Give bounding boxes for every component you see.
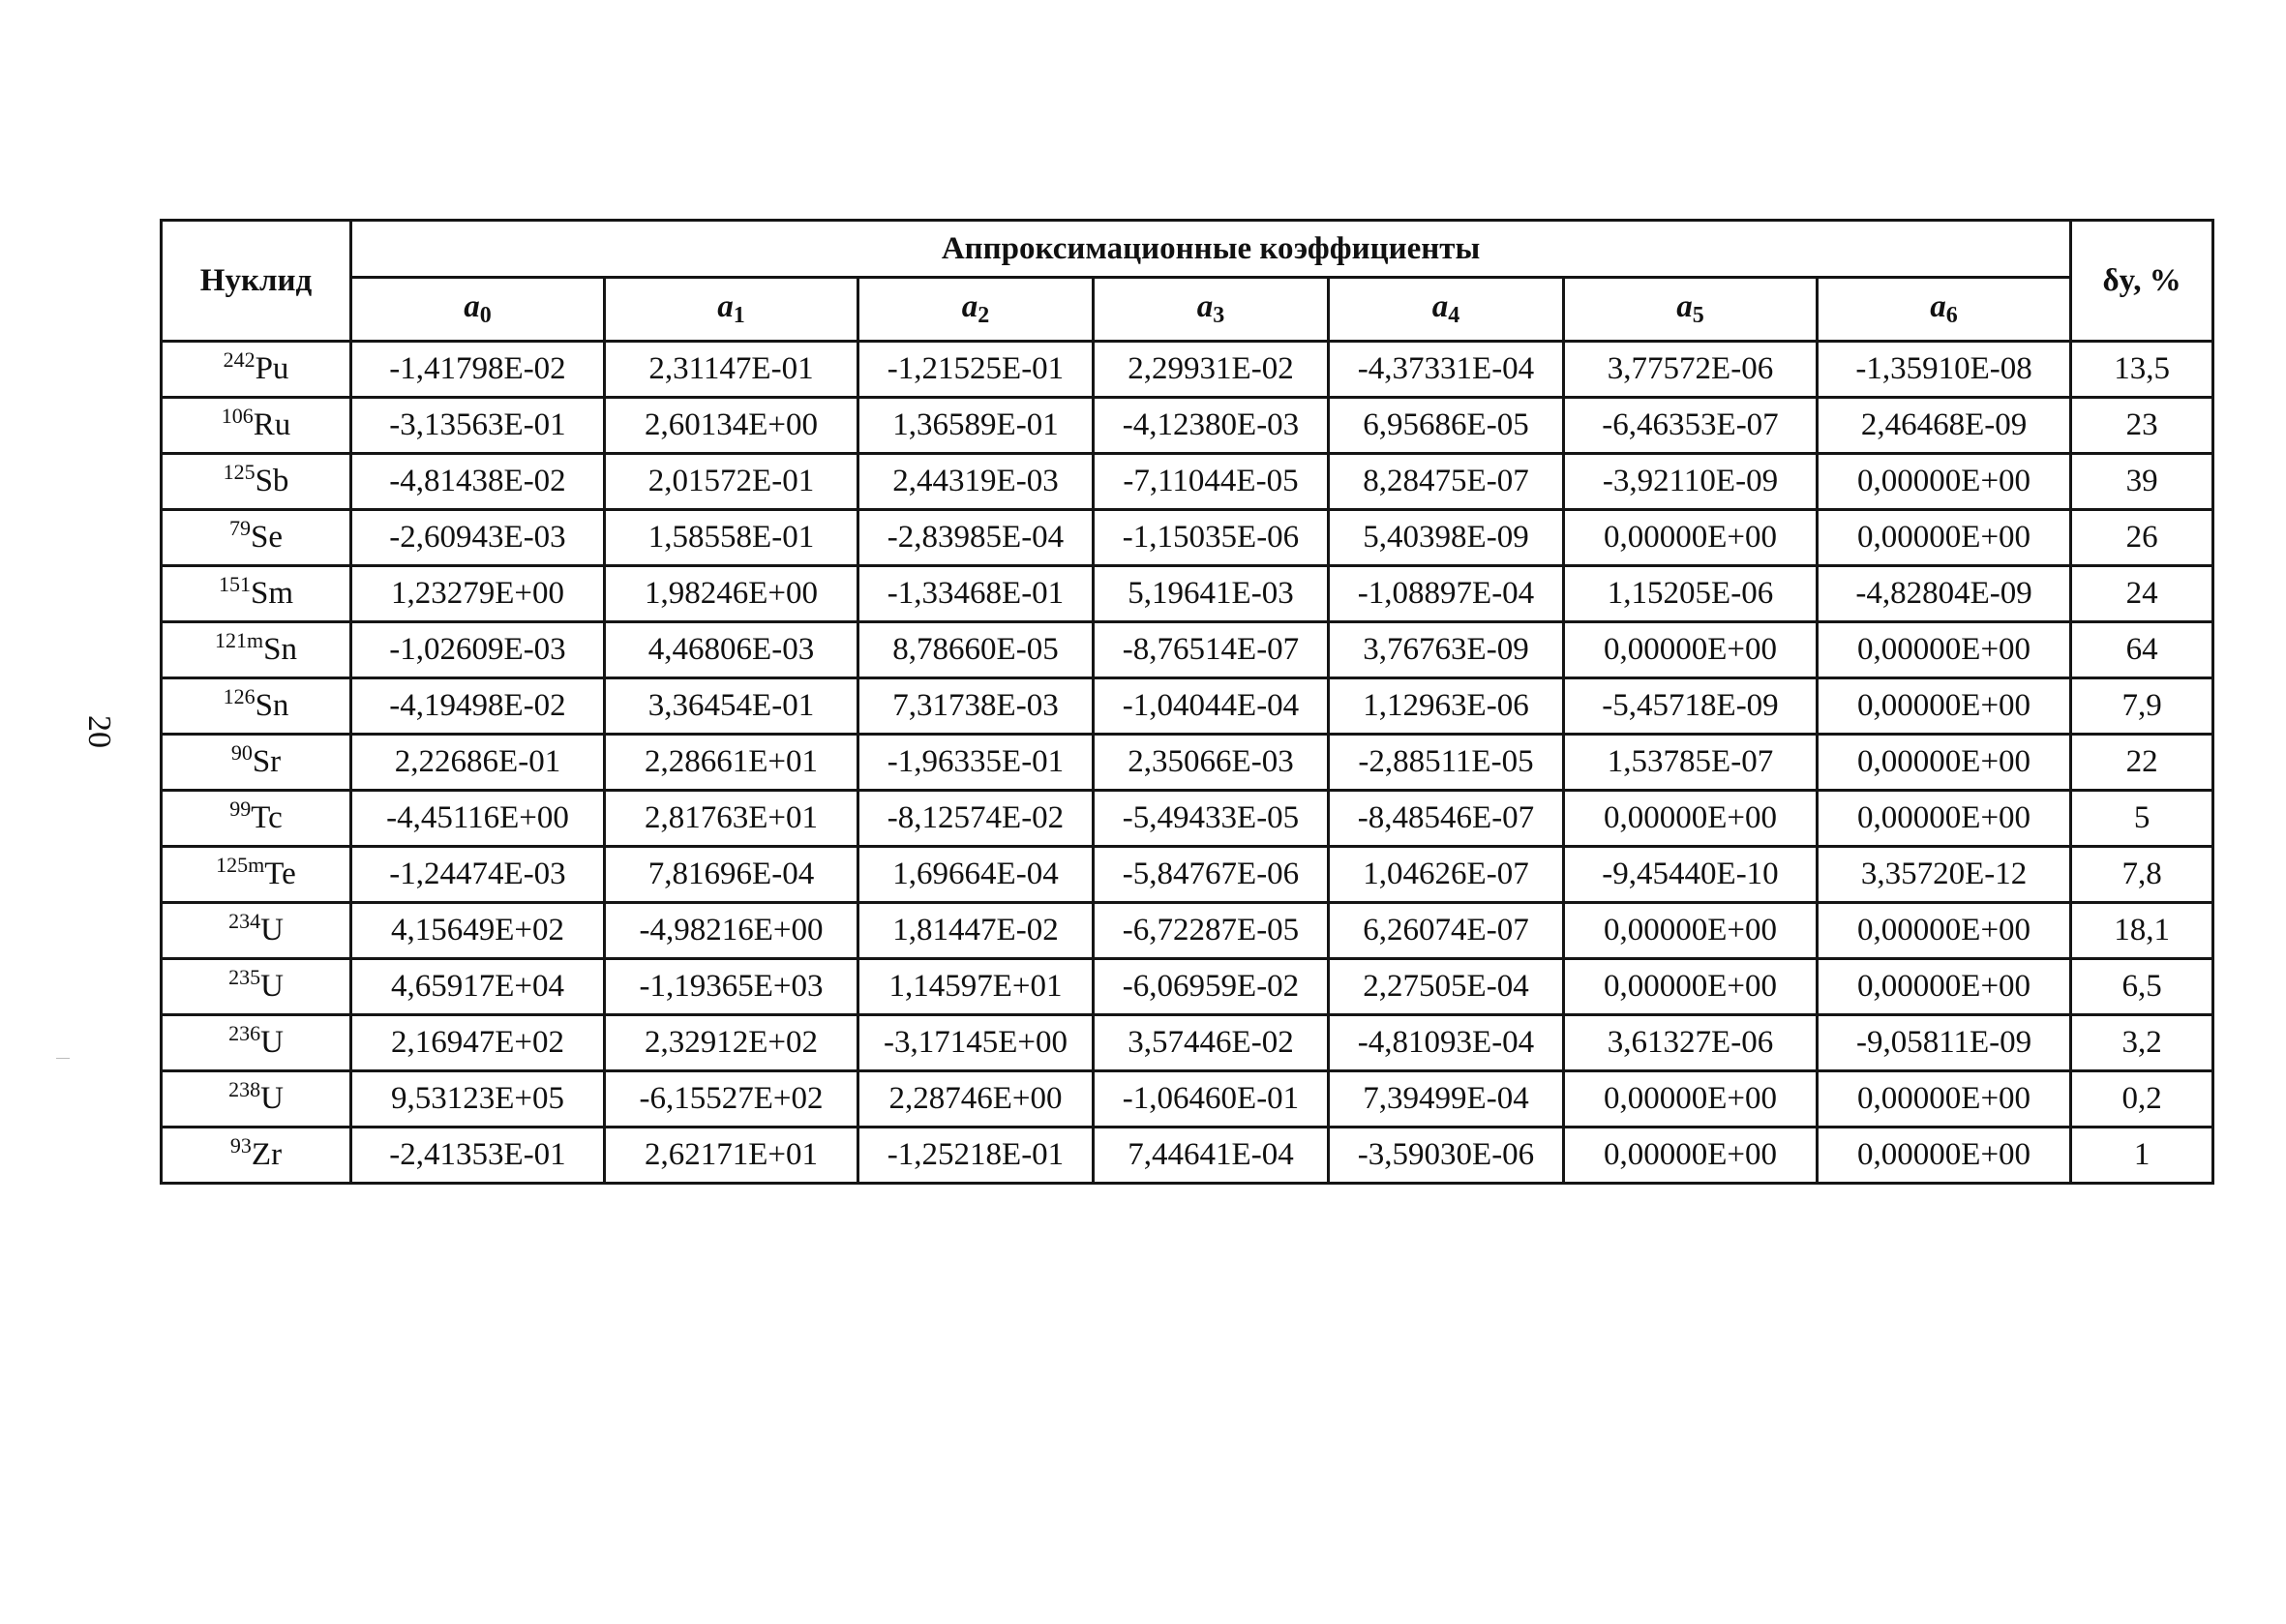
- coefficient-cell-a4: 7,39499E-04: [1329, 1071, 1564, 1128]
- coefficient-cell-a5: 0,00000E+00: [1564, 959, 1818, 1015]
- nuclide-cell: [162, 622, 351, 678]
- coefficient-header-a5: [1564, 278, 1818, 342]
- coefficient-cell-a3: -4,12380E-03: [1094, 398, 1329, 454]
- table-header-row: [162, 221, 2213, 278]
- coefficient-cell-a2: 2,28746E+00: [858, 1071, 1094, 1128]
- coefficient-cell-a3: 5,19641E-03: [1094, 566, 1329, 622]
- coefficient-cell-a6: 2,46468E-09: [1818, 398, 2071, 454]
- coefficient-cell-a3: -5,84767E-06: [1094, 847, 1329, 903]
- coefficient-cell-a4: 8,28475E-07: [1329, 454, 1564, 510]
- nuclide-symbol: Se: [251, 520, 283, 555]
- coefficient-cell-a5: 0,00000E+00: [1564, 510, 1818, 566]
- coefficient-cell-a6: -9,05811E-09: [1818, 1015, 2071, 1071]
- uncertainty-cell: 13,5: [2071, 342, 2213, 398]
- nuclide-symbol: Te: [264, 857, 296, 891]
- nuclide-mass-number: 242: [223, 347, 256, 372]
- coefficient-header-a0: [351, 278, 605, 342]
- coefficient-cell-a1: 2,60134E+00: [605, 398, 858, 454]
- coefficient-cell-a0: 4,65917E+04: [351, 959, 605, 1015]
- coefficient-cell-a5: 1,53785E-07: [1564, 735, 1818, 791]
- coefficient-cell-a0: -1,41798E-02: [351, 342, 605, 398]
- coefficient-cell-a0: -4,81438E-02: [351, 454, 605, 510]
- coefficient-index: 3: [1213, 303, 1225, 328]
- table-row: [162, 1128, 2213, 1184]
- uncertainty-cell: 5: [2071, 791, 2213, 847]
- uncertainty-cell: 18,1: [2071, 903, 2213, 959]
- coefficient-cell-a6: -4,82804E-09: [1818, 566, 2071, 622]
- nuclide-cell: [162, 959, 351, 1015]
- coefficient-index: 2: [978, 303, 990, 328]
- coefficient-cell-a5: 0,00000E+00: [1564, 1071, 1818, 1128]
- coefficient-cell-a6: 0,00000E+00: [1818, 510, 2071, 566]
- uncertainty-cell: 0,2: [2071, 1071, 2213, 1128]
- table-row: [162, 903, 2213, 959]
- nuclide-cell: [162, 1015, 351, 1071]
- coefficient-cell-a0: 2,16947E+02: [351, 1015, 605, 1071]
- uncertainty-cell: 3,2: [2071, 1015, 2213, 1071]
- coefficient-cell-a6: -1,35910E-08: [1818, 342, 2071, 398]
- coefficient-cell-a4: 2,27505E-04: [1329, 959, 1564, 1015]
- coefficient-cell-a4: 1,04626E-07: [1329, 847, 1564, 903]
- coefficient-cell-a2: 2,44319E-03: [858, 454, 1094, 510]
- nuclide-cell: [162, 342, 351, 398]
- coefficient-cell-a2: -3,17145E+00: [858, 1015, 1094, 1071]
- coefficient-cell-a3: 3,57446E-02: [1094, 1015, 1329, 1071]
- coefficient-cell-a1: 2,81763E+01: [605, 791, 858, 847]
- coefficient-cell-a1: 2,31147E-01: [605, 342, 858, 398]
- table-row: [162, 1015, 2213, 1071]
- coefficient-index: 4: [1448, 303, 1460, 328]
- nuclide-mass-number: 238: [228, 1077, 261, 1101]
- coefficient-letter: a: [1196, 289, 1214, 324]
- coefficient-index: 6: [1945, 303, 1958, 328]
- uncertainty-cell: 7,9: [2071, 678, 2213, 735]
- coefficient-cell-a2: 1,36589E-01: [858, 398, 1094, 454]
- coefficient-cell-a1: -1,19365E+03: [605, 959, 858, 1015]
- table-row: [162, 678, 2213, 735]
- coefficient-cell-a4: 6,26074E-07: [1329, 903, 1564, 959]
- coefficient-cell-a5: -3,92110E-09: [1564, 454, 1818, 510]
- coefficient-cell-a2: 7,31738E-03: [858, 678, 1094, 735]
- coefficient-cell-a0: 9,53123E+05: [351, 1071, 605, 1128]
- coefficient-cell-a1: 2,01572E-01: [605, 454, 858, 510]
- coefficient-cell-a3: -8,76514E-07: [1094, 622, 1329, 678]
- coefficient-cell-a5: 1,15205E-06: [1564, 566, 1818, 622]
- coefficient-cell-a4: 3,76763E-09: [1329, 622, 1564, 678]
- coefficient-cell-a4: -3,59030E-06: [1329, 1128, 1564, 1184]
- coefficient-cell-a6: 0,00000E+00: [1818, 454, 2071, 510]
- table-row: [162, 622, 2213, 678]
- coefficient-cell-a5: -9,45440E-10: [1564, 847, 1818, 903]
- coefficient-cell-a0: -4,45116E+00: [351, 791, 605, 847]
- coefficient-cell-a6: 0,00000E+00: [1818, 678, 2071, 735]
- coefficient-cell-a6: 0,00000E+00: [1818, 959, 2071, 1015]
- coefficient-cell-a2: -1,21525E-01: [858, 342, 1094, 398]
- uncertainty-cell: 24: [2071, 566, 2213, 622]
- coefficient-cell-a3: -5,49433E-05: [1094, 791, 1329, 847]
- nuclide-mass-number: 125m: [216, 853, 265, 877]
- coefficient-letter: a: [961, 289, 978, 324]
- uncertainty-column-header: δy, %: [2071, 221, 2213, 342]
- table-row: [162, 566, 2213, 622]
- nuclide-cell: [162, 1071, 351, 1128]
- coefficient-cell-a3: 2,29931E-02: [1094, 342, 1329, 398]
- coefficient-letter: a: [1930, 289, 1946, 324]
- coefficient-letter: a: [1431, 289, 1449, 324]
- coefficient-cell-a1: 2,32912E+02: [605, 1015, 858, 1071]
- coefficient-header-a2: [858, 278, 1094, 342]
- coefficient-cell-a4: -4,81093E-04: [1329, 1015, 1564, 1071]
- coefficient-cell-a6: 0,00000E+00: [1818, 791, 2071, 847]
- nuclide-mass-number: 236: [228, 1021, 261, 1045]
- nuclide-cell: [162, 510, 351, 566]
- nuclide-symbol: U: [260, 913, 284, 947]
- coefficient-cell-a0: -1,02609E-03: [351, 622, 605, 678]
- nuclide-symbol: Sm: [250, 576, 294, 611]
- nuclide-symbol: U: [260, 969, 284, 1004]
- nuclide-symbol: Sr: [252, 744, 282, 779]
- table-row: [162, 735, 2213, 791]
- scan-artifact: [56, 1058, 70, 1059]
- coefficients-table: [160, 219, 2214, 1185]
- coefficient-cell-a6: 0,00000E+00: [1818, 735, 2071, 791]
- coefficient-cell-a4: -4,37331E-04: [1329, 342, 1564, 398]
- coefficients-group-header: Аппроксимационные коэффициенты: [351, 221, 2071, 278]
- coefficient-cell-a4: -2,88511E-05: [1329, 735, 1564, 791]
- coefficient-cell-a4: 6,95686E-05: [1329, 398, 1564, 454]
- coefficient-cell-a2: -2,83985E-04: [858, 510, 1094, 566]
- coefficient-cell-a1: 2,62171E+01: [605, 1128, 858, 1184]
- coefficient-cell-a3: 7,44641E-04: [1094, 1128, 1329, 1184]
- coefficient-cell-a1: 2,28661E+01: [605, 735, 858, 791]
- coefficient-cell-a6: 0,00000E+00: [1818, 1071, 2071, 1128]
- nuclide-symbol: Tc: [251, 800, 283, 835]
- coefficient-cell-a6: 0,00000E+00: [1818, 1128, 2071, 1184]
- nuclide-cell: [162, 398, 351, 454]
- coefficient-cell-a2: 1,14597E+01: [858, 959, 1094, 1015]
- nuclide-mass-number: 125: [223, 460, 256, 484]
- nuclide-symbol: U: [260, 1081, 284, 1116]
- coefficient-cell-a2: -1,25218E-01: [858, 1128, 1094, 1184]
- coefficient-cell-a2: -1,96335E-01: [858, 735, 1094, 791]
- coefficient-cell-a4: -8,48546E-07: [1329, 791, 1564, 847]
- coefficient-cell-a1: 4,46806E-03: [605, 622, 858, 678]
- coefficient-cell-a3: -1,06460E-01: [1094, 1071, 1329, 1128]
- coefficient-header-a3: [1094, 278, 1329, 342]
- coefficient-cell-a2: 1,81447E-02: [858, 903, 1094, 959]
- coefficient-cell-a1: 1,98246E+00: [605, 566, 858, 622]
- coefficient-index: 5: [1692, 303, 1704, 328]
- coefficient-cell-a1: -6,15527E+02: [605, 1071, 858, 1128]
- coefficient-cell-a0: 1,23279E+00: [351, 566, 605, 622]
- uncertainty-cell: 1: [2071, 1128, 2213, 1184]
- nuclide-mass-number: 126: [223, 684, 256, 708]
- coefficient-cell-a0: -1,24474E-03: [351, 847, 605, 903]
- nuclide-cell: [162, 678, 351, 735]
- nuclide-mass-number: 106: [221, 404, 254, 428]
- coefficient-cell-a3: 2,35066E-03: [1094, 735, 1329, 791]
- nuclide-cell: [162, 566, 351, 622]
- coefficient-cell-a1: -4,98216E+00: [605, 903, 858, 959]
- coefficient-cell-a6: 0,00000E+00: [1818, 903, 2071, 959]
- coefficient-header-a1: [605, 278, 858, 342]
- nuclide-symbol: U: [260, 1025, 284, 1060]
- coefficient-cell-a0: 4,15649E+02: [351, 903, 605, 959]
- coefficient-cell-a5: 3,61327E-06: [1564, 1015, 1818, 1071]
- coefficient-header-a6: [1818, 278, 2071, 342]
- nuclide-mass-number: 93: [229, 1133, 252, 1158]
- table-row: [162, 342, 2213, 398]
- nuclide-mass-number: 151: [218, 572, 251, 596]
- nuclide-symbol: Sn: [263, 632, 297, 667]
- coefficient-cell-a0: 2,22686E-01: [351, 735, 605, 791]
- nuclide-symbol: Ru: [253, 407, 291, 442]
- nuclide-mass-number: 235: [228, 965, 261, 989]
- coefficient-cell-a4: 5,40398E-09: [1329, 510, 1564, 566]
- nuclide-symbol: Sb: [255, 464, 289, 498]
- nuclide-symbol: Sn: [255, 688, 289, 723]
- table-row: [162, 1071, 2213, 1128]
- nuclide-cell: [162, 735, 351, 791]
- uncertainty-cell: 7,8: [2071, 847, 2213, 903]
- coefficient-cell-a5: 3,77572E-06: [1564, 342, 1818, 398]
- coefficient-cell-a3: -7,11044E-05: [1094, 454, 1329, 510]
- coefficient-cell-a0: -3,13563E-01: [351, 398, 605, 454]
- nuclide-mass-number: 79: [229, 516, 251, 540]
- nuclide-mass-number: 90: [230, 740, 253, 765]
- nuclide-mass-number: 99: [229, 797, 252, 821]
- table-row: [162, 510, 2213, 566]
- coefficient-cell-a3: -6,72287E-05: [1094, 903, 1329, 959]
- uncertainty-cell: 6,5: [2071, 959, 2213, 1015]
- coefficient-cell-a4: 1,12963E-06: [1329, 678, 1564, 735]
- uncertainty-cell: 23: [2071, 398, 2213, 454]
- coefficient-cell-a3: -1,15035E-06: [1094, 510, 1329, 566]
- coefficient-cell-a3: -6,06959E-02: [1094, 959, 1329, 1015]
- table-row: [162, 454, 2213, 510]
- coefficient-cell-a5: -5,45718E-09: [1564, 678, 1818, 735]
- nuclide-cell: [162, 903, 351, 959]
- coefficient-cell-a2: -1,33468E-01: [858, 566, 1094, 622]
- coefficient-cell-a1: 7,81696E-04: [605, 847, 858, 903]
- coefficient-cell-a5: 0,00000E+00: [1564, 903, 1818, 959]
- table-row: [162, 847, 2213, 903]
- coefficient-index: 1: [733, 303, 745, 328]
- coefficient-cell-a5: 0,00000E+00: [1564, 1128, 1818, 1184]
- coefficient-cell-a0: -4,19498E-02: [351, 678, 605, 735]
- coefficient-cell-a5: 0,00000E+00: [1564, 791, 1818, 847]
- nuclide-cell: [162, 1128, 351, 1184]
- nuclide-cell: [162, 791, 351, 847]
- coefficient-letter: a: [464, 289, 480, 324]
- uncertainty-cell: 64: [2071, 622, 2213, 678]
- table-row: [162, 398, 2213, 454]
- uncertainty-cell: 22: [2071, 735, 2213, 791]
- coefficient-letter: a: [1676, 289, 1693, 324]
- coefficient-cell-a5: -6,46353E-07: [1564, 398, 1818, 454]
- coefficient-header-row: [162, 278, 2213, 342]
- uncertainty-cell: 39: [2071, 454, 2213, 510]
- uncertainty-cell: 26: [2071, 510, 2213, 566]
- coefficient-cell-a1: 1,58558E-01: [605, 510, 858, 566]
- nuclide-column-header: Нуклид: [162, 221, 351, 342]
- coefficient-cell-a0: -2,60943E-03: [351, 510, 605, 566]
- nuclide-mass-number: 121m: [215, 628, 264, 652]
- coefficient-cell-a3: -1,04044E-04: [1094, 678, 1329, 735]
- coefficient-cell-a2: -8,12574E-02: [858, 791, 1094, 847]
- coefficient-cell-a5: 0,00000E+00: [1564, 622, 1818, 678]
- nuclide-cell: [162, 454, 351, 510]
- page-number: 20: [81, 715, 117, 748]
- coefficient-index: 0: [479, 303, 492, 328]
- coefficient-cell-a1: 3,36454E-01: [605, 678, 858, 735]
- coefficient-cell-a4: -1,08897E-04: [1329, 566, 1564, 622]
- coefficient-letter: a: [717, 289, 734, 324]
- nuclide-cell: [162, 847, 351, 903]
- coefficient-cell-a2: 8,78660E-05: [858, 622, 1094, 678]
- coefficient-header-a4: [1329, 278, 1564, 342]
- nuclide-symbol: Pu: [255, 351, 289, 386]
- nuclide-symbol: Zr: [251, 1137, 283, 1172]
- nuclide-mass-number: 234: [228, 909, 261, 933]
- coefficient-cell-a0: -2,41353E-01: [351, 1128, 605, 1184]
- table-body: [162, 342, 2213, 1184]
- table-row: [162, 791, 2213, 847]
- table-row: [162, 959, 2213, 1015]
- coefficient-cell-a2: 1,69664E-04: [858, 847, 1094, 903]
- coefficient-cell-a6: 3,35720E-12: [1818, 847, 2071, 903]
- coefficient-cell-a6: 0,00000E+00: [1818, 622, 2071, 678]
